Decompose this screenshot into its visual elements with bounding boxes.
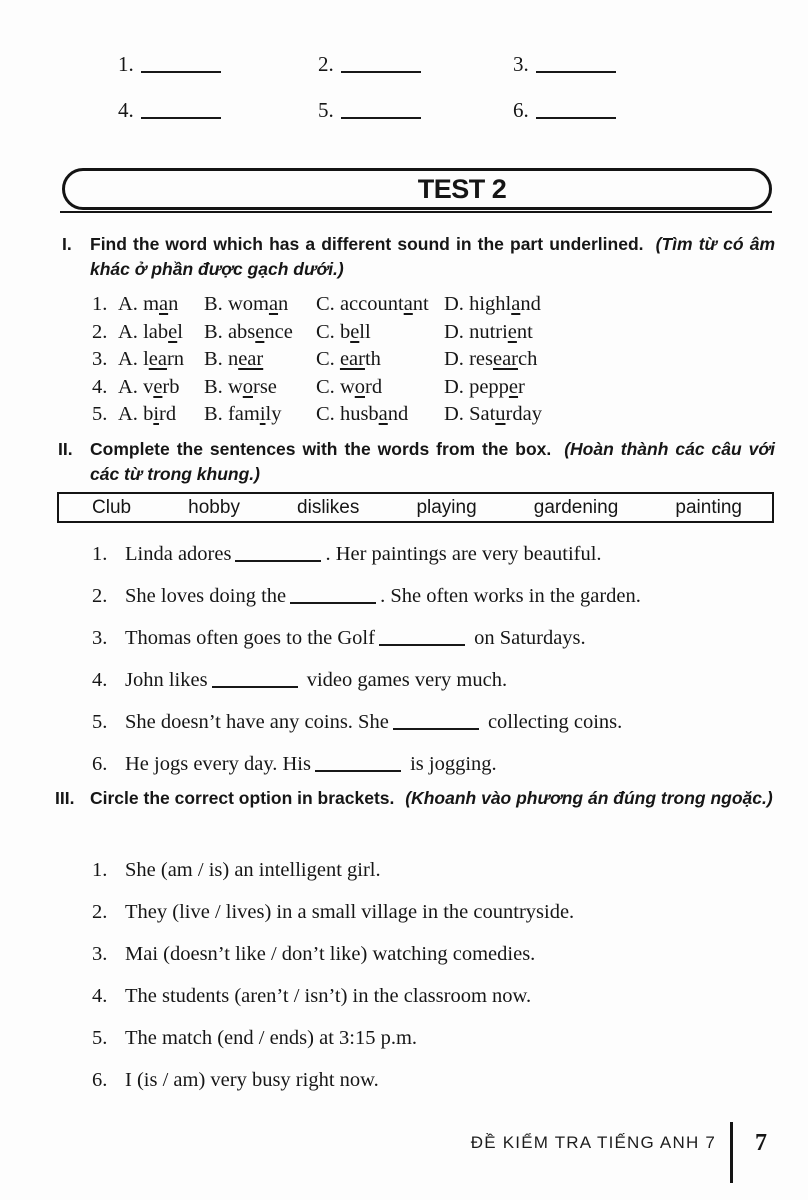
option-cell: [204, 321, 316, 349]
sentence-blank-line: [379, 644, 465, 646]
option-underlined-letters: o: [354, 375, 365, 398]
sentence-text: [125, 627, 586, 650]
option-cell: [118, 403, 204, 431]
answer-blank-line: [536, 71, 616, 73]
option-row-number: 4.: [92, 375, 108, 398]
answer-blank-number: 6.: [513, 98, 529, 122]
sentence-number: 2.: [92, 585, 108, 607]
option-cell: [118, 348, 204, 376]
option-underlined-letters: a: [403, 293, 413, 315]
word-box-word: painting: [675, 496, 742, 518]
option-underlined-letters: i: [259, 403, 266, 426]
sentence-item: [92, 901, 787, 924]
option-word: [469, 348, 537, 370]
option-word: [340, 321, 371, 343]
option-cell: [118, 321, 204, 349]
option-row-number: 3.: [92, 348, 108, 371]
word-box-word: gardening: [533, 496, 619, 518]
option-label: C.: [316, 348, 340, 371]
answer-blank-item: [318, 52, 513, 98]
footer-book-title: ĐỀ KIỂM TRA TIẾNG ANH 7: [470, 1133, 716, 1152]
option-label: B.: [204, 293, 228, 315]
word-box: [57, 492, 774, 523]
option-word: [228, 403, 282, 425]
option-cell: [316, 376, 444, 404]
sentence-number: 1.: [92, 859, 108, 881]
option-label: D.: [444, 375, 470, 398]
answer-blank-number: 3.: [513, 52, 529, 76]
option-label: A.: [118, 320, 144, 343]
option-label: A.: [118, 293, 144, 315]
sentence-number: 5.: [92, 1027, 108, 1049]
option-word-post: nce: [264, 320, 293, 343]
option-word: [469, 403, 542, 425]
section1-title-vi: (Tìm từ có âm khác ở phần được gạch dưới.): [90, 234, 776, 279]
sentence-text: [125, 669, 507, 692]
option-word: [143, 376, 179, 398]
option-label: C.: [316, 293, 340, 315]
word-box-word: hobby: [188, 496, 240, 518]
option-underlined-letters: e: [508, 375, 519, 398]
option-word: [143, 293, 178, 315]
option-word-pre: n: [227, 348, 239, 371]
sentence-number: 3.: [92, 627, 108, 649]
option-word: [469, 321, 533, 343]
sentence-number: 6.: [92, 1069, 108, 1091]
answer-blank-line: [141, 117, 221, 119]
option-word: [340, 403, 408, 425]
option-underlined-letters: o: [242, 375, 253, 398]
option-row-number: 5.: [92, 403, 108, 426]
sentence-blank-line: [315, 770, 401, 772]
option-cell: [316, 403, 444, 431]
option-word-post: ly: [265, 403, 282, 426]
sentence-after: on Saturdays.: [468, 627, 586, 649]
option-word: [143, 348, 184, 370]
option-cell: [316, 348, 444, 376]
section1-numeral: I.: [62, 234, 72, 254]
sentence-item: [92, 985, 787, 1008]
answer-blank-item: [513, 98, 718, 144]
option-word: [228, 376, 277, 398]
section3-heading: [55, 786, 775, 811]
section2-sentence-list: [92, 543, 787, 795]
option-word: [228, 293, 288, 315]
option-word-pre: fam: [227, 403, 260, 426]
option-label: C.: [316, 375, 340, 398]
sentence-item: [92, 943, 787, 966]
section1-title-en: Find the word which has a different sound in the part underlined.: [90, 234, 644, 254]
option-cell: [204, 348, 316, 376]
option-word-post: rb: [162, 375, 180, 398]
option-underlined-letters: i: [153, 403, 160, 426]
option-word-pre: account: [339, 293, 404, 315]
option-word-pre: Sat: [469, 403, 496, 426]
option-word-pre: wom: [227, 293, 269, 315]
option-word-pre: m: [143, 293, 160, 315]
answer-blank-item: [118, 52, 318, 98]
option-word-pre: husb: [339, 403, 379, 426]
answer-blank-number: 2.: [318, 52, 334, 76]
option-word-post: rd: [365, 375, 383, 398]
option-cell: [444, 376, 775, 404]
sentence-item: [92, 859, 787, 882]
sentence-number: 1.: [92, 543, 108, 565]
sentence-text: The match (end / ends) at 3:15 p.m.: [125, 1027, 418, 1049]
option-cell: [204, 376, 316, 404]
answer-blank-line: [141, 71, 221, 73]
test-header-box: [62, 168, 772, 210]
option-label: C.: [316, 403, 340, 426]
option-word-post: n: [278, 293, 289, 315]
sentence-before: Linda adores: [125, 543, 232, 565]
option-label: A.: [118, 348, 144, 371]
option-underlined-letters: a: [159, 293, 169, 315]
word-box-word: Club: [92, 496, 132, 518]
option-word: [228, 348, 263, 370]
option-word: [143, 403, 176, 425]
option-label: B.: [204, 348, 228, 371]
option-word-post: nt: [412, 293, 429, 315]
option-cell: [444, 348, 775, 376]
answer-blank-line: [341, 117, 421, 119]
section3-title-en: Circle the correct option in brackets.: [90, 788, 395, 808]
sentence-number: 4.: [92, 669, 108, 691]
option-word-pre: abs: [227, 320, 256, 343]
option-cell: [444, 403, 775, 431]
option-underlined-letters: ear: [238, 348, 264, 371]
test-header-underline: [60, 211, 772, 213]
option-word-post: th: [364, 348, 381, 371]
option-underlined-letters: ear: [339, 348, 365, 371]
option-word-pre: l: [143, 348, 149, 371]
option-cell: [444, 293, 775, 321]
option-word: [340, 348, 381, 370]
option-word-pre: highl: [469, 293, 512, 315]
option-label: A.: [118, 403, 144, 426]
sentence-blank-line: [290, 602, 376, 604]
option-word-post: rd: [159, 403, 177, 426]
option-word-pre: b: [339, 320, 351, 343]
answer-blank-line: [536, 117, 616, 119]
option-cell: [118, 293, 204, 321]
option-word-post: ll: [359, 320, 371, 343]
option-underlined-letters: e: [350, 320, 360, 343]
option-cell: [316, 293, 444, 321]
option-word-pre: w: [339, 375, 355, 398]
option-cell: [204, 403, 316, 431]
sentence-number: 5.: [92, 711, 108, 733]
option-row-number: 1.: [92, 293, 108, 315]
sentence-item: [92, 711, 787, 734]
option-word-pre: nutri: [469, 320, 508, 343]
option-word-post: n: [168, 293, 179, 315]
sentence-text: The students (aren’t / isn’t) in the classroom now.: [125, 985, 532, 1007]
option-word-pre: lab: [143, 320, 169, 343]
option-word: [143, 321, 183, 343]
answer-blank-line: [341, 71, 421, 73]
section2-numeral: II.: [58, 439, 73, 459]
option-underlined-letters: a: [378, 403, 388, 426]
option-cell: [118, 376, 204, 404]
option-word-post: nt: [516, 320, 533, 343]
sentence-item: [92, 1069, 787, 1092]
option-word-post: r: [518, 375, 525, 398]
section1-heading: [62, 232, 775, 282]
option-underlined-letters: e: [168, 320, 178, 343]
option-underlined-letters: a: [511, 293, 521, 315]
sentence-item: [92, 1027, 787, 1050]
sentence-before: She doesn’t have any coins. She: [125, 711, 389, 733]
word-box-word: dislikes: [297, 496, 360, 518]
answer-blank-number: 1.: [118, 52, 134, 76]
sentence-item: [92, 753, 787, 776]
sentence-text: [125, 543, 602, 566]
sentence-item: [92, 627, 787, 650]
option-word-post: ch: [518, 348, 538, 371]
sentence-text: They (live / lives) in a small village in the countryside.: [125, 901, 575, 923]
sentence-before: He jogs every day. His: [125, 753, 311, 775]
option-label: C.: [316, 320, 340, 343]
sentence-after: is jogging.: [404, 753, 497, 775]
sentence-number: 4.: [92, 985, 108, 1007]
test-header-title: TEST 2: [417, 173, 507, 204]
sentence-after: . Her paintings are very beautiful.: [325, 543, 602, 565]
option-underlined-letters: e: [153, 375, 163, 398]
sentence-before: Thomas often goes to the Golf: [125, 627, 375, 649]
option-word: [340, 376, 382, 398]
option-word: [469, 293, 541, 315]
section3-numeral: III.: [55, 788, 75, 808]
option-word-pre: res: [469, 348, 493, 371]
sentence-item: [92, 585, 787, 608]
sentence-after: . She often works in the garden.: [380, 585, 641, 607]
sentence-before: She loves doing the: [125, 585, 287, 607]
sentence-text: I (is / am) very busy right now.: [125, 1069, 379, 1091]
section2-title-vi: (Hoàn thành các câu với các từ trong khung.): [90, 439, 775, 484]
option-word-post: rn: [166, 348, 185, 371]
option-word: [228, 321, 293, 343]
option-label: B.: [204, 403, 228, 426]
sentence-after: video games very much.: [301, 669, 508, 691]
option-word-post: rday: [505, 403, 542, 426]
option-underlined-letters: ear: [492, 348, 518, 371]
option-label: D.: [444, 320, 470, 343]
sentence-text: [125, 711, 622, 734]
section1-options-grid: [92, 293, 775, 431]
option-label: D.: [444, 293, 470, 315]
sentence-blank-line: [393, 728, 479, 730]
option-underlined-letters: e: [255, 320, 265, 343]
footer-divider-bar: [730, 1122, 733, 1183]
answer-blank-number: 4.: [118, 98, 134, 122]
option-underlined-letters: u: [495, 403, 506, 426]
option-cell: [204, 293, 316, 321]
option-label: D.: [444, 403, 470, 426]
answer-blank-item: [118, 98, 318, 144]
option-word-pre: v: [143, 375, 154, 398]
option-label: B.: [204, 375, 228, 398]
sentence-blank-line: [212, 686, 298, 688]
option-word-post: rse: [253, 375, 277, 398]
sentence-number: 6.: [92, 753, 108, 775]
answer-blank-number: 5.: [318, 98, 334, 122]
option-word-pre: b: [143, 403, 154, 426]
sentence-item: [92, 669, 787, 692]
sentence-text: Mai (doesn’t like / don’t like) watching comedies.: [125, 943, 536, 965]
sentence-text: [125, 753, 497, 776]
section2-title-en: Complete the sentences with the words from the box.: [90, 439, 552, 459]
sentence-text: She (am / is) an intelligent girl.: [125, 859, 381, 881]
word-box-word: playing: [416, 496, 477, 518]
option-word: [340, 293, 429, 315]
option-word-post: nd: [387, 403, 409, 426]
section3-sentence-list: [92, 859, 787, 1111]
sentence-blank-line: [235, 560, 321, 562]
option-word: [469, 376, 525, 398]
answer-blank-item: [318, 98, 513, 144]
option-cell: [444, 321, 775, 349]
option-word-post: nd: [520, 293, 541, 315]
answer-blank-grid: [118, 52, 718, 144]
sentence-number: 2.: [92, 901, 108, 923]
option-label: D.: [444, 348, 470, 371]
section3-title-vi: (Khoanh vào phương án đúng trong ngoặc.): [405, 788, 773, 808]
option-underlined-letters: a: [268, 293, 279, 315]
answer-blank-item: [513, 52, 718, 98]
option-cell: [316, 321, 444, 349]
option-word-pre: w: [227, 375, 243, 398]
sentence-item: [92, 543, 787, 566]
option-label: B.: [204, 320, 228, 343]
option-word-pre: pepp: [469, 375, 509, 398]
option-label: A.: [118, 375, 144, 398]
option-word-post: l: [177, 320, 183, 343]
sentence-number: 3.: [92, 943, 108, 965]
sentence-before: John likes: [125, 669, 208, 691]
footer-page-number: 7: [755, 1130, 767, 1156]
section2-heading: [58, 437, 775, 487]
option-underlined-letters: ea: [148, 348, 167, 371]
sentence-text: [125, 585, 641, 608]
sentence-after: collecting coins.: [482, 711, 623, 733]
option-underlined-letters: e: [507, 320, 517, 343]
option-row-number: 2.: [92, 320, 108, 343]
